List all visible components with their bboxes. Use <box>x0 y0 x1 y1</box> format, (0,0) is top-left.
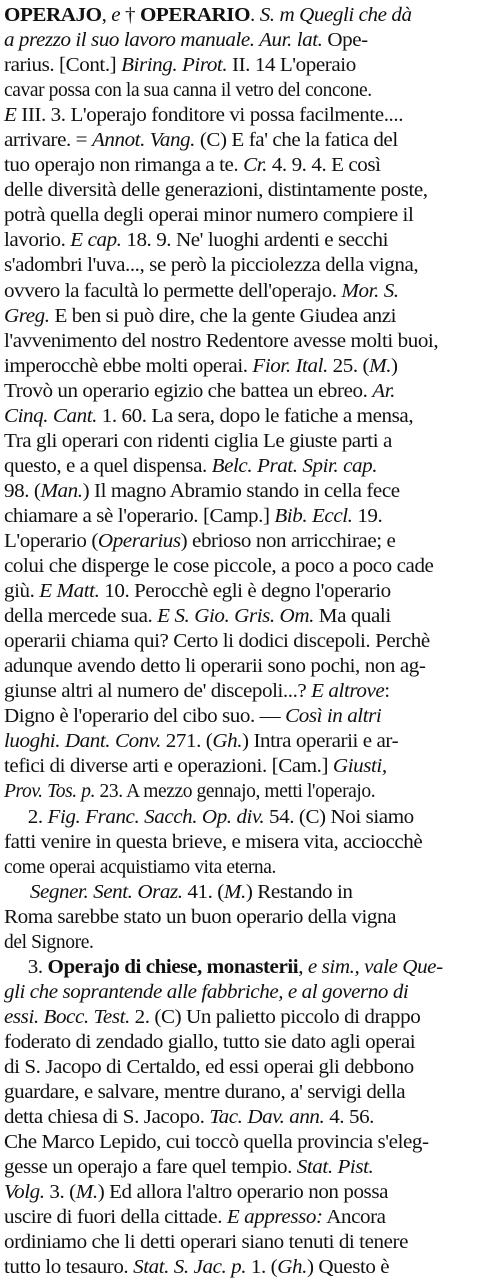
text-line <box>4 980 500 1005</box>
citation-text: Segner. Sent. Oraz. <box>29 881 183 903</box>
body-text: l'avvenimento del nostro Redentore avesse molti buoi, <box>4 330 439 352</box>
text-line <box>4 28 500 53</box>
citation-text: Cinq. Cant. <box>4 405 97 427</box>
text-line <box>4 654 500 679</box>
text-line <box>4 779 463 804</box>
text-line <box>4 103 500 128</box>
text-line <box>4 329 500 354</box>
body-text: Ma quali <box>313 606 391 628</box>
citation-text: Greg. <box>4 305 50 327</box>
text-line <box>4 905 500 930</box>
body-text: (C) E fa' che la fatica del <box>194 130 398 152</box>
text-line <box>4 1255 500 1280</box>
text-line <box>4 729 500 754</box>
citation-text: essi. Bocc. Test. <box>4 1006 130 1028</box>
text-line <box>4 604 500 629</box>
body-text: Ancora <box>322 1207 386 1229</box>
dictionary-entry-text <box>4 3 463 1280</box>
body-text: guardare, e salvare, mentre durano, a' servigi della <box>4 1082 406 1104</box>
text-line <box>4 128 500 153</box>
text-line <box>4 1205 500 1230</box>
text-line <box>4 279 500 304</box>
text-line <box>4 629 500 654</box>
text-line <box>4 529 500 554</box>
body-text: 1. 60. La sera, dopo le fatiche a mensa, <box>96 405 414 427</box>
body-text: Che Marco Lepido, cui toccò quella provincia s'eleg- <box>4 1132 429 1154</box>
body-text: † <box>120 5 140 26</box>
body-text: ) Questo è <box>306 1257 390 1279</box>
body-text: 41. ( <box>182 881 224 903</box>
body-text: 271. ( <box>160 731 213 753</box>
citation-text: S. m Quegli che dà <box>259 5 412 26</box>
body-text: ) Ed allora l'altro operario non possa <box>97 1182 389 1204</box>
citation-text: M. <box>369 355 392 377</box>
text-line <box>4 228 500 253</box>
text-line <box>4 830 500 855</box>
text-line <box>4 754 500 779</box>
body-text: Ope- <box>322 30 368 52</box>
body-text: Digno è l'operario del cibo suo. — <box>4 706 286 728</box>
headword-text: OPERARIO <box>139 5 251 26</box>
body-text: 3. ( <box>44 1182 76 1204</box>
citation-text: E Matt. <box>39 581 100 603</box>
citation-text: Bib. Eccl. <box>274 505 353 527</box>
text-line <box>4 454 500 479</box>
text-line <box>4 78 463 103</box>
body-text: Tra gli operari con ridenti ciglia Le giuste parti a <box>4 430 392 452</box>
citation-text: Cr. <box>243 155 267 177</box>
body-text: chiamare a sè l'operario. [Camp.] <box>4 505 275 527</box>
text-line <box>4 1055 500 1080</box>
body-text: E ben si può dire, che la gente Giudea anzi <box>49 305 397 327</box>
citation-text: e <box>111 5 121 26</box>
citation-text: a prezzo il suo lavoro manuale. Aur. lat. <box>4 30 323 52</box>
text-line <box>4 1005 500 1030</box>
body-text: potrà quella degli operai minor numero compiere il <box>4 205 414 227</box>
text-line <box>4 3 500 28</box>
body-text: ordiniamo che li detti operari siano tenuti di tenere <box>4 1232 409 1254</box>
text-line <box>4 429 500 454</box>
text-line <box>4 203 500 228</box>
body-text: 19. <box>352 505 383 527</box>
body-text: 2. (C) Un palietto piccolo di drappo <box>129 1006 421 1028</box>
body-text: come operai acquistiamo vita eterna. <box>4 856 277 878</box>
body-text: Trovò un operario egizio che battea un ebreo. <box>4 380 373 402</box>
body-text: 54. (C) Noi siamo <box>264 806 414 828</box>
body-text: giunse altri al numero de' discepoli...? <box>4 681 312 703</box>
text-line <box>4 1105 500 1130</box>
body-text: gesse un operajo a fare quel tempio. <box>4 1157 297 1179</box>
citation-text: Annot. Vang. <box>91 130 195 152</box>
body-text: giù. <box>4 581 40 603</box>
body-text: fatti venire in questa brieve, e misera vita, acciocchè <box>4 831 423 853</box>
body-text: cavar possa con la sua canna il vetro del concone. <box>4 80 372 102</box>
body-text: ) <box>391 355 398 377</box>
headword-text: OPERAJO <box>4 5 102 26</box>
headword-text: Operajo di chiese, monasterii <box>47 956 299 978</box>
text-line <box>4 304 500 329</box>
body-text: 23. A mezzo gennajo, metti l'operajo. <box>95 781 376 803</box>
text-line <box>4 379 500 404</box>
text-line <box>4 1130 500 1155</box>
text-line <box>4 504 500 529</box>
body-text: III. 3. L'operajo fonditore vi possa facilmente.... <box>16 105 404 127</box>
body-text: s'adombri l'uva..., se però la picciolezza della vigna, <box>4 255 419 277</box>
citation-text: e sim., vale Que- <box>307 956 443 978</box>
citation-text: Tac. Dav. ann. <box>209 1107 325 1129</box>
body-text: del Signore. <box>4 931 94 953</box>
body-text: 18. 9. Ne' luoghi ardenti e secchi <box>121 230 388 252</box>
citation-text: Volg. <box>4 1182 45 1204</box>
citation-text: Stat. Pist. <box>296 1157 374 1179</box>
body-text: II. 14 L'operaio <box>227 55 356 77</box>
body-text: della mercede sua. <box>4 606 158 628</box>
body-text: adunque avendo detto li operarii sono pochi, non ag- <box>4 656 426 678</box>
citation-text: Gh. <box>212 731 243 753</box>
text-line <box>4 1155 500 1180</box>
citation-text: luoghi. Dant. Conv. <box>4 731 161 753</box>
body-text: rarius. [Cont.] <box>4 55 122 77</box>
text-line <box>4 1080 500 1105</box>
citation-text: Stat. S. Jac. p. <box>133 1257 247 1279</box>
text-line <box>4 479 500 504</box>
text-line <box>4 930 463 955</box>
body-text: questo, e a quel dispensa. <box>4 455 212 477</box>
body-text: lavorio. <box>4 230 71 252</box>
body-text: ) Restando in <box>245 881 353 903</box>
text-line <box>4 855 463 880</box>
body-text: , <box>101 5 112 26</box>
body-text: tutto lo tesauro. <box>4 1257 134 1279</box>
citation-text: Man. <box>40 480 83 502</box>
text-line <box>4 955 500 980</box>
text-line <box>4 1180 500 1205</box>
text-line <box>4 53 500 78</box>
body-text: 4. 56. <box>324 1107 375 1129</box>
text-line <box>4 1030 500 1055</box>
text-line <box>4 153 500 178</box>
body-text: L'operario ( <box>4 530 98 552</box>
body-text: 25. ( <box>327 355 370 377</box>
citation-text: E altrove <box>311 681 385 703</box>
body-text: colui che disperge le cose piccole, a poco a poco cade <box>4 556 434 578</box>
body-text: ) Intra operarii e ar- <box>242 731 399 753</box>
body-text: 3. <box>27 956 48 978</box>
body-text: tefici di diverse arti e operazioni. [Cam.] <box>4 756 333 778</box>
citation-text: Fior. Ital. <box>252 355 328 377</box>
body-text: ) Il magno Abramio stando in cella fece <box>82 480 400 502</box>
body-text: 1. ( <box>246 1257 278 1279</box>
citation-text: E <box>4 105 17 127</box>
body-text: delle diversità delle generazioni, distintamente poste, <box>4 180 428 202</box>
body-text: foderato di zendado giallo, tutto sie dato agli operai <box>4 1031 416 1053</box>
text-line <box>4 1230 500 1255</box>
body-text: 98. ( <box>4 480 41 502</box>
citation-text: Biring. Pirot. <box>121 55 228 77</box>
citation-text: E appresso: <box>226 1207 323 1229</box>
body-text: 4. 9. 4. E così <box>266 155 381 177</box>
citation-text: gli che soprantende alle fabbriche, e al governo di <box>4 981 409 1003</box>
body-text: imperocchè ebbe molti operai. <box>4 355 253 377</box>
body-text: arrivare. = <box>4 130 92 152</box>
citation-text: Così in altri <box>285 706 382 728</box>
body-text: : <box>384 681 390 703</box>
text-line <box>4 554 500 579</box>
citation-text: Operarius <box>97 530 181 552</box>
text-line <box>4 178 500 203</box>
text-line <box>4 253 500 278</box>
citation-text: E cap. <box>70 230 122 252</box>
citation-text: M. <box>223 881 246 903</box>
body-text: . <box>250 5 260 26</box>
citation-text: Fig. Franc. Sacch. Op. div. <box>47 806 265 828</box>
body-text: 2. <box>27 806 48 828</box>
body-text: di S. Jacopo di Certaldo, ed essi operai gli debbono <box>4 1056 414 1078</box>
text-line <box>4 679 500 704</box>
text-line <box>4 354 500 379</box>
citation-text: M. <box>75 1182 98 1204</box>
body-text: Roma sarebbe stato un buon operario della vigna <box>4 906 397 928</box>
text-line <box>4 704 500 729</box>
text-line <box>4 880 500 905</box>
body-text: operarii chiama qui? Certo li dodici discepoli. Perchè <box>4 631 430 653</box>
body-text: uscire di fuori della cittade. <box>4 1207 227 1229</box>
text-line <box>4 805 500 830</box>
body-text: ovvero la facultà lo permette dell'operajo. <box>4 280 342 302</box>
citation-text: Prov. Tos. p. <box>4 781 96 803</box>
citation-text: Ar. <box>372 380 395 402</box>
body-text: ) ebrioso non arricchirae; e <box>180 530 396 552</box>
body-text: detta chiesa di S. Jacopo. <box>4 1107 210 1129</box>
text-line <box>4 579 500 604</box>
citation-text: E S. Gio. Gris. Om. <box>157 606 314 628</box>
citation-text: Gh. <box>277 1257 307 1279</box>
citation-text: Mor. S. <box>341 280 399 302</box>
citation-text: Belc. Prat. Spir. cap. <box>211 455 378 477</box>
body-text: , <box>298 956 308 978</box>
text-line <box>4 404 500 429</box>
body-text: 10. Perocchè egli è degno l'operario <box>99 581 391 603</box>
body-text: tuo operajo non rimanga a te. <box>4 155 244 177</box>
citation-text: Giusti, <box>332 756 387 778</box>
